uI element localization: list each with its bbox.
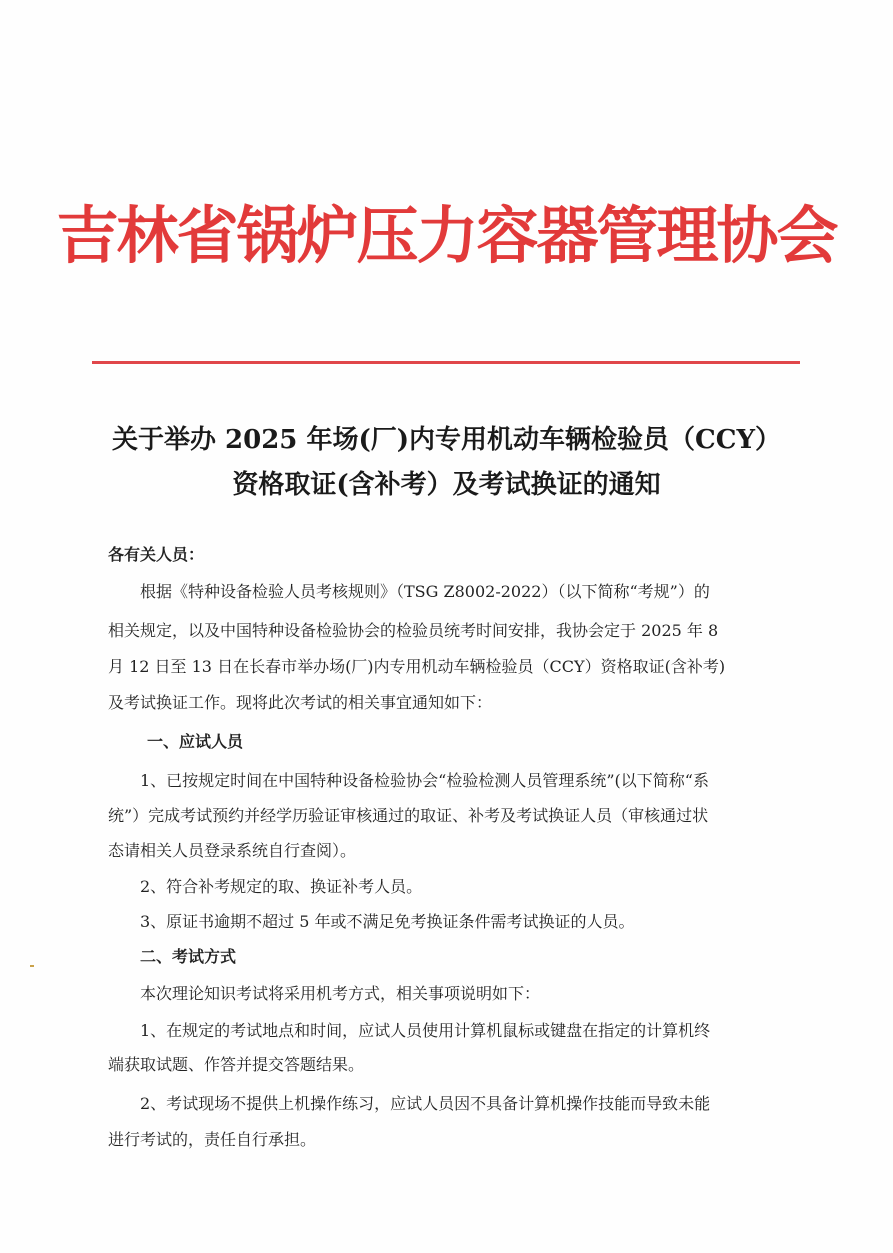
section-2-heading: 二、考试方式 (140, 947, 237, 966)
section-1-item-2: 2、符合补考规定的取、换证补考人员。 (140, 877, 423, 896)
section-2-item-2-line-2: 进行考试的，责任自行承担。 (108, 1130, 317, 1149)
section-2-intro: 本次理论知识考试将采用机考方式，相关事项说明如下： (140, 984, 541, 1003)
section-1-item-1-line-2: 统”）完成考试预约并经学历验证审核通过的取证、补考及考试换证人员（审核通过状 (108, 806, 709, 825)
section-1-item-1-line-1: 1、已按规定时间在中国特种设备检验协会“检验检测人员管理系统”(以下简称“系 (140, 771, 709, 790)
salutation: 各有关人员： (108, 545, 205, 564)
intro-line-1: 根据《特种设备检验人员考核规则》（TSG Z8002-2022）（以下简称“考规”）的 (140, 582, 710, 601)
section-2-item-2-line-1: 2、考试现场不提供上机操作练习，应试人员因不具备计算机操作技能而导致未能 (140, 1094, 711, 1113)
intro-line-3: 月 12 日至 13 日在长春市举办场(厂)内专用机动车辆检验员（CCY）资格取证(含补考) (108, 657, 726, 676)
section-2-item-1-line-2: 端获取试题、作答并提交答题结果。 (108, 1055, 365, 1074)
scan-speck (30, 965, 34, 967)
notice-title-line-2: 资格取证(含补考）及考试换证的通知 (232, 470, 661, 500)
header-divider (92, 361, 800, 364)
organization-header: 吉林省锅炉压力容器管理协会 (56, 199, 837, 272)
section-1-item-1-line-3: 态请相关人员登录系统自行查阅）。 (108, 841, 357, 860)
intro-line-4: 及考试换证工作。现将此次考试的相关事宜通知如下： (108, 693, 493, 712)
section-2-item-1-line-1: 1、在规定的考试地点和时间，应试人员使用计算机鼠标或键盘在指定的计算机终 (140, 1021, 711, 1040)
notice-title-line-1: 关于举办 2025 年场(厂)内专用机动车辆检验员（CCY） (111, 425, 782, 455)
intro-line-2: 相关规定，以及中国特种设备检验协会的检验员统考时间安排，我协会定于 2025 年 8 (108, 621, 719, 640)
section-1-heading: 一、应试人员 (147, 732, 244, 751)
section-1-item-3: 3、原证书逾期不超过 5 年或不满足免考换证条件需考试换证的人员。 (140, 912, 635, 931)
